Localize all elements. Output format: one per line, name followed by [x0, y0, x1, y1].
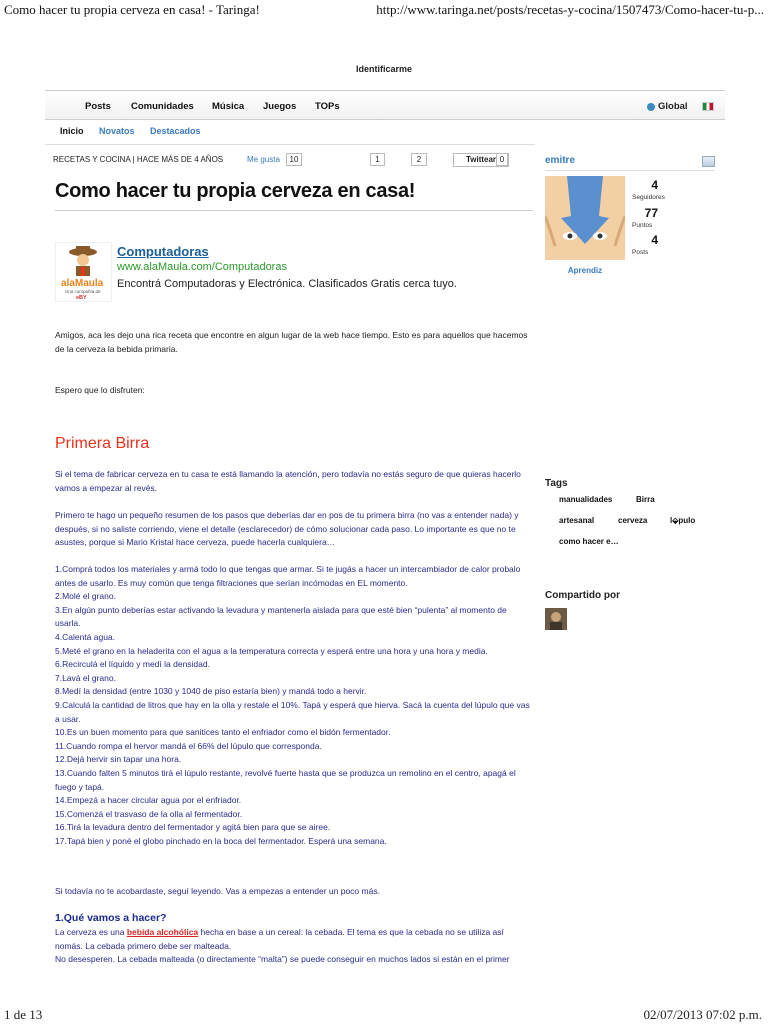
nav-item-musica[interactable]: Música	[212, 101, 245, 112]
ad-logo-sub: Una compañía de	[65, 289, 101, 294]
globe-icon	[647, 103, 655, 111]
page-button-2[interactable]: 2	[411, 153, 427, 166]
print-page-title: Como hacer tu propia cerveza en casa! - Taringa!	[4, 2, 260, 17]
nav-item-tops[interactable]: TOPs	[315, 101, 340, 112]
ad-title-link[interactable]: Computadoras	[117, 244, 209, 259]
tags-heading: Tags	[545, 478, 568, 489]
print-page-counter: 1 de 13	[4, 1007, 43, 1022]
post-meta-bar	[53, 153, 533, 167]
post-paragraph: Si todavía no te acobardaste, seguí leyendo. Vas a empezas a entender un poco más.	[55, 886, 380, 896]
list-item: 6.Recirculá el líquido y medí la densidad.	[55, 659, 210, 670]
avatar[interactable]	[545, 608, 567, 630]
ad-url-link[interactable]: www.alaMaula.com/Computadoras	[117, 261, 287, 273]
tag-link[interactable]: l⬙pulo	[670, 516, 696, 525]
ad-logo-image[interactable]	[55, 242, 112, 302]
tag-link[interactable]: cerveza	[618, 516, 648, 525]
list-item: 15.Comenzá el trasvaso de la olla al fermentador.	[55, 808, 243, 819]
ad-description: Encontrá Computadoras y Electrónica. Clasificados Gratis cerca tuyo.	[117, 278, 457, 290]
list-item: 9.Calculá la cantidad de litros que hay en la olla y restale el 10%. Tapá y esperá que hierva. Sacá la cuenta del lúpulo que vas a usar.	[55, 699, 530, 724]
author-rank: Aprendiz	[567, 266, 603, 275]
tag-link[interactable]: artesanal	[559, 516, 595, 525]
page-button-1[interactable]: 1	[370, 153, 385, 166]
nav-item-posts[interactable]: Posts	[85, 101, 111, 112]
tag-link[interactable]: manualidades	[559, 495, 613, 504]
post-text: No desesperen. La cebada malteada (o directamente “malta”) se puede conseguir en muchos lados si están en el primer	[55, 954, 510, 965]
ad-logo-ebay: eBY	[76, 295, 87, 301]
print-timestamp: 02/07/2013 07:02 p.m.	[643, 1007, 762, 1022]
post-text: La cerveza es una	[55, 927, 127, 937]
nav-item-juegos[interactable]: Juegos	[263, 101, 297, 112]
post-title: Como hacer tu propia cerveza en casa!	[55, 180, 416, 202]
divider	[45, 144, 535, 145]
tag-link[interactable]: como hacer e…	[559, 537, 619, 546]
like-count: 10	[286, 153, 302, 166]
divider	[55, 210, 533, 211]
post-paragraph: Primero te hago un pequeño resumen de los pasos que deberías dar en pos de tu primera birra (no vas a entender nada) y después, si no saliste corriendo, viene el detalle (esclarecedor) de cómo solucionar cada paso. Lo importante es que no te asustes, porque si Mario Kristal hace cerveza, puede hacerla cualquiera…	[55, 510, 519, 548]
list-item: 5.Meté el grano en la heladerita con el agua a la temperatura correcta y esperá entre una hora y una hora y media.	[55, 645, 488, 656]
list-item: 11.Cuando rompa el hervor mandá el 66% del lúpulo que corresponda.	[55, 740, 322, 751]
login-link[interactable]: Identificarme	[355, 64, 413, 74]
list-item: 13.Cuando falten 5 minutos tirá el lúpulo restante, revolvé fuerte hasta que se produzca un remolino en el centro, apagá el fuego y tapá.	[55, 767, 516, 792]
steps-list	[55, 563, 533, 848]
stat-posts-value: 4	[651, 233, 658, 247]
tab-novatos[interactable]: Novatos	[99, 126, 135, 136]
list-item: 10.Es un buen momento para que sanitices tanto el enfriador como el bidón fermentador.	[55, 727, 391, 738]
section-heading: Primera Birra	[55, 435, 150, 452]
bebida-alcoholica-link[interactable]: bebida alcohólica	[126, 927, 199, 937]
list-item: 8.Medí la densidad (entre 1030 y 1040 de piso estaría bien) y mandá todo a hervir.	[55, 686, 367, 697]
list-item: 2.Molé el grano.	[55, 591, 116, 602]
profile-card-icon[interactable]	[702, 156, 715, 167]
list-item: 12.Dejá hervir sin tapar una hora.	[55, 754, 182, 765]
tweet-count: 0	[496, 153, 508, 166]
list-item: 7.Lavá el grano.	[55, 672, 116, 683]
main-nav	[45, 90, 725, 120]
stat-followers-label: Seguidores	[632, 194, 665, 201]
list-item: 14.Empezá a hacer circular agua por el enfriador.	[55, 795, 242, 806]
subsection-heading: 1.Qué vamos a hacer?	[55, 912, 167, 924]
print-page-url: http://www.taringa.net/posts/recetas-y-cocina/1507473/Como-hacer-tu-p...	[376, 2, 764, 17]
stat-points-value: 77	[644, 206, 658, 220]
tab-destacados[interactable]: Destacados	[150, 126, 201, 136]
post-paragraph: Si el tema de fabricar cerveza en tu casa te está llamando la atención, pero todavía no estás seguro de que quieras hacerlo vamos a empezar al revés.	[55, 469, 521, 493]
post-category: RECETAS Y COCINA | HACE MÁS DE 4 AÑOS	[53, 155, 224, 164]
ad-logo-brand: alaMaula	[61, 278, 104, 289]
mexico-flag-icon[interactable]	[702, 102, 714, 111]
post-text: Espero que lo disfruten:	[55, 385, 145, 395]
list-item: 3.En algún punto deberías estar activando la levadura y mantenerla aislada para que esté bien “pulenta” al momento de usarla.	[55, 604, 507, 629]
global-selector[interactable]: Global	[658, 101, 688, 112]
list-item: 4.Calentá agua.	[55, 631, 116, 642]
tweet-button[interactable]: Twittear	[453, 153, 509, 167]
divider	[545, 170, 715, 171]
like-button[interactable]: Me gusta	[247, 155, 280, 164]
post-text: hecha en base a un cereal: la cebada. El tema es que la cebada no se utiliza así nomás. La cebada primero debe ser malteada.	[55, 927, 504, 951]
stat-followers-value: 4	[651, 178, 658, 192]
list-item: 16.Tirá la levadura dentro del fermentador y agitá bien para que se airee.	[55, 822, 331, 833]
nav-item-comunidades[interactable]: Comunidades	[131, 101, 194, 112]
stat-points-label: Puntos	[632, 222, 653, 229]
list-item: 17.Tapá bien y poné el globo pinchado en la boca del fermentador. Esperá una semana.	[55, 835, 387, 846]
author-username[interactable]: emitre	[545, 155, 576, 166]
post-paragraph	[55, 926, 533, 967]
tab-inicio[interactable]: Inicio	[60, 126, 84, 136]
shared-by-heading: Compartido por	[545, 590, 620, 601]
post-intro: Amigos, aca les dejo una rica receta que encontre en algun lugar de la web hace tiempo. Esto es para aquellos que hacemos de la cerveza la bebida primaria.	[55, 330, 528, 354]
avatar[interactable]	[545, 176, 625, 260]
list-item: 1.Comprá todos los materiales y armá todo lo que tengas que armar. Si te jugás a hacer un intercambiador de calor probalo antes de usarlo. Es muy común que tenga filtraciones que serían incómodas en EL momento.	[55, 564, 521, 588]
tag-link[interactable]: Birra	[636, 495, 655, 504]
stat-posts-label: Posts	[632, 249, 649, 256]
